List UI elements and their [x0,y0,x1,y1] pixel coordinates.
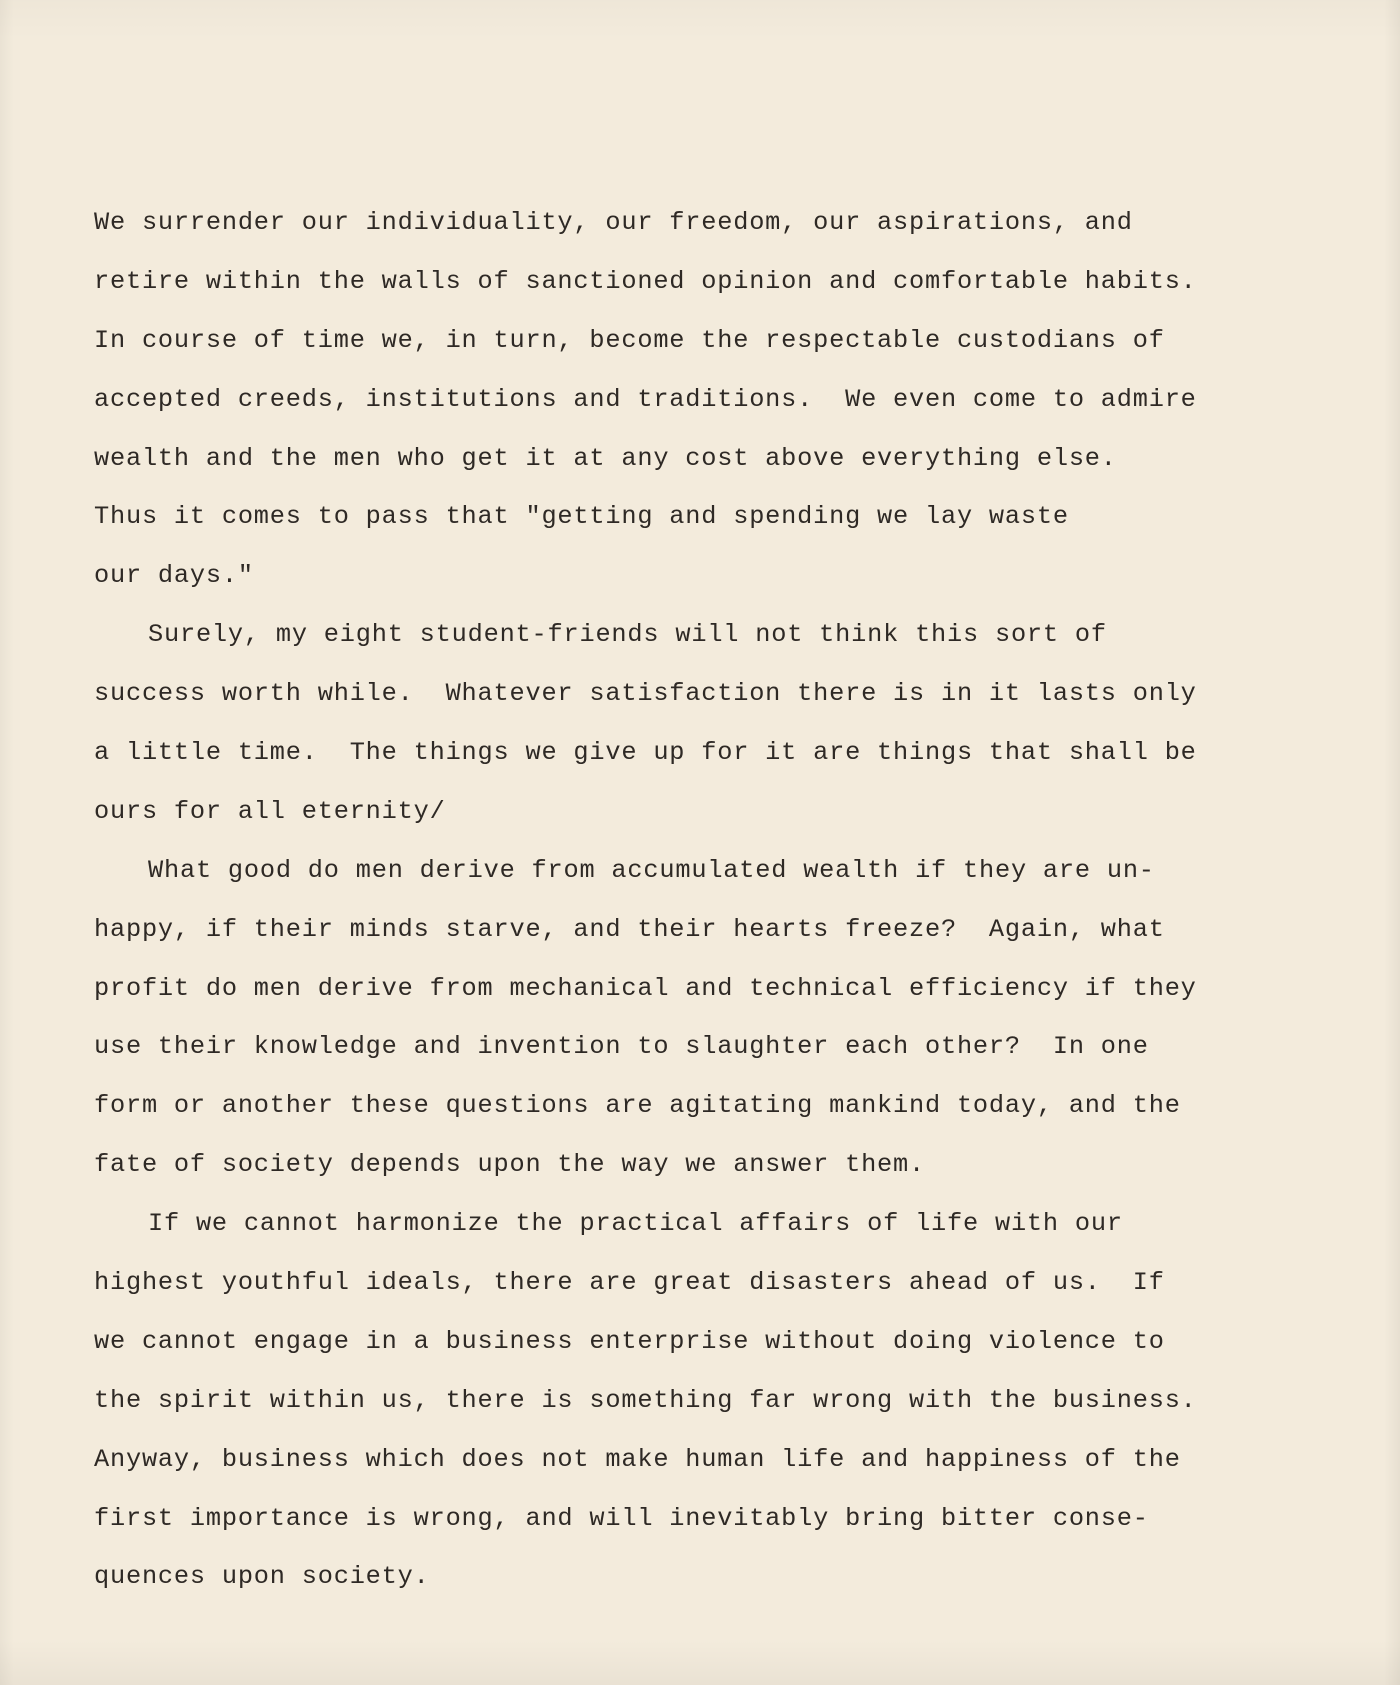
text-line: use their knowledge and invention to slaughter each other? In one [94,1032,1149,1062]
text-line: ours for all eternity/ [94,796,446,826]
paragraph-first-line: Surely, my eight student-friends will not think this sort of [148,620,1107,650]
text-line: In course of time we, in turn, become the respectable custodians of [94,325,1165,355]
text-line: fate of society depends upon the way we answer them. [94,1150,925,1180]
text-line: wealth and the men who get it at any cost above everything else. [94,443,1117,473]
text-line: We surrender our individuality, our freedom, our aspirations, and [94,208,1133,237]
text-line: happy, if their minds starve, and their hearts freeze? Again, what [94,914,1165,944]
document-body [94,194,1354,1607]
text-line: Thus it comes to pass that "getting and spending we lay waste [94,502,1069,532]
text-line: profit do men derive from mechanical and technical efficiency if they [94,973,1197,1003]
paragraph-first-line: What good do men derive from accumulated wealth if they are un- [148,855,1155,885]
text-line: retire within the walls of sanctioned opinion and comfortable habits. [94,266,1197,296]
text-line: we cannot engage in a business enterprise without doing violence to [94,1326,1165,1356]
text-line: form or another these questions are agitating mankind today, and the [94,1091,1181,1121]
text-line: Anyway, business which does not make human life and happiness of the [94,1444,1181,1474]
text-line: highest youthful ideals, there are great disasters ahead of us. If [94,1268,1165,1298]
text-line: first importance is wrong, and will inevitably bring bitter conse- [94,1503,1149,1533]
paragraph-first-line: If we cannot harmonize the practical affairs of life with our [148,1209,1123,1239]
text-line: accepted creeds, institutions and traditions. We even come to admire [94,384,1197,414]
text-line: our days." [94,561,254,591]
text-line: the spirit within us, there is something far wrong with the business. [94,1385,1197,1415]
text-line: success worth while. Whatever satisfaction there is in it lasts only [94,679,1197,709]
text-line: a little time. The things we give up for it are things that shall be [94,738,1197,768]
text-line: quences upon society. [94,1562,430,1592]
